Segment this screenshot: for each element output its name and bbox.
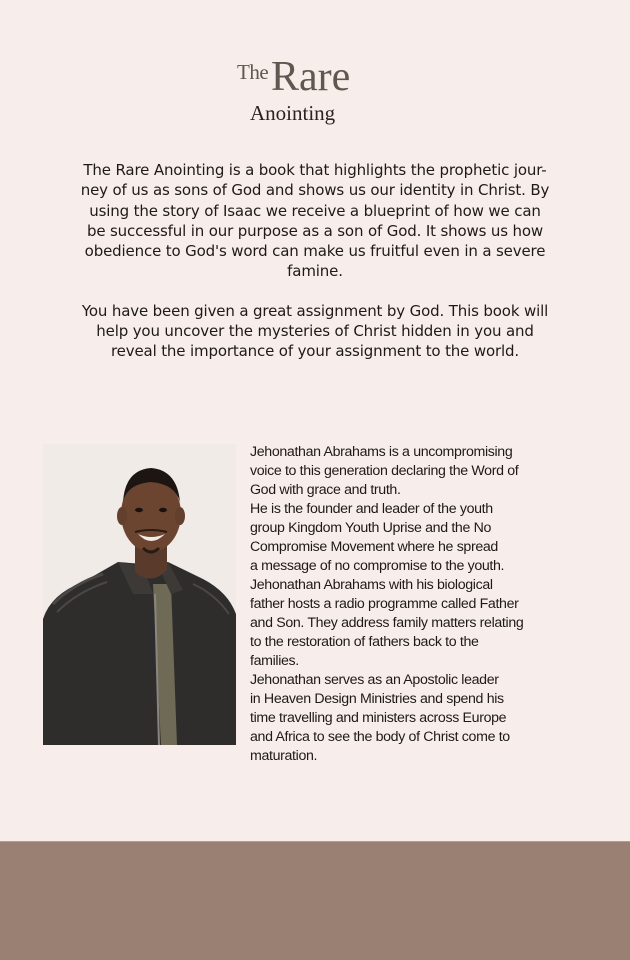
blurb-paragraph-1 <box>40 160 590 282</box>
bio-line: He is the founder and leader of the youth <box>250 501 493 517</box>
title-main: Rare <box>271 54 351 100</box>
bio-line: maturation. <box>250 748 318 764</box>
blurb-line: using the story of Isaac we receive a blueprint of how we can <box>89 201 541 220</box>
bio-line: to the restoration of fathers back to the <box>250 634 479 650</box>
bio-line: in Heaven Design Ministries and spend his <box>250 691 504 707</box>
bio-line: Compromise Movement where he spread <box>250 539 498 555</box>
book-blurb <box>40 160 590 362</box>
blurb-line: famine. <box>287 262 343 281</box>
blurb-line: ney of us as sons of God and shows us our identity in Christ. By <box>80 181 550 200</box>
bio-line: and Son. They address family matters relating <box>250 615 524 631</box>
blurb-line: be successful in our purpose as a son of God. It shows us how <box>86 221 544 240</box>
bio-line: voice to this generation declaring the Word of <box>250 463 519 479</box>
blurb-line: You have been given a great assignment by God. This book will <box>81 301 549 320</box>
blurb-line: help you uncover the mysteries of Christ hidden in you and <box>96 322 534 341</box>
author-photo <box>43 444 236 745</box>
bio-line: Jehonathan serves as an Apostolic leader <box>250 672 499 688</box>
bio-line: Jehonathan Abrahams is a uncompromising <box>250 444 513 460</box>
blurb-paragraph-2 <box>40 301 590 362</box>
bio-line: father hosts a radio programme called Father <box>250 596 519 612</box>
blurb-line: reveal the importance of your assignment to the world. <box>110 342 520 361</box>
bio-line: group Kingdom Youth Uprise and the No <box>250 520 492 536</box>
author-bio <box>250 443 550 766</box>
blurb-line: The Rare Anointing is a book that highlights the prophetic jour- <box>83 161 547 179</box>
bio-line: families. <box>250 653 299 669</box>
footer-color-band <box>0 842 630 960</box>
bio-line: and Africa to see the body of Christ come to <box>250 729 510 745</box>
title-prefix: The <box>237 60 269 84</box>
bio-line: a message of no compromise to the youth. <box>250 558 505 574</box>
bio-line: time travelling and ministers across Europe <box>250 710 507 726</box>
bio-line: God with grace and truth. <box>250 482 401 498</box>
title-subtitle: Anointing <box>250 101 336 125</box>
bio-line: Jehonathan Abrahams with his biological <box>250 577 493 593</box>
blurb-line: obedience to God's word can make us fruitful even in a severe <box>84 242 546 261</box>
